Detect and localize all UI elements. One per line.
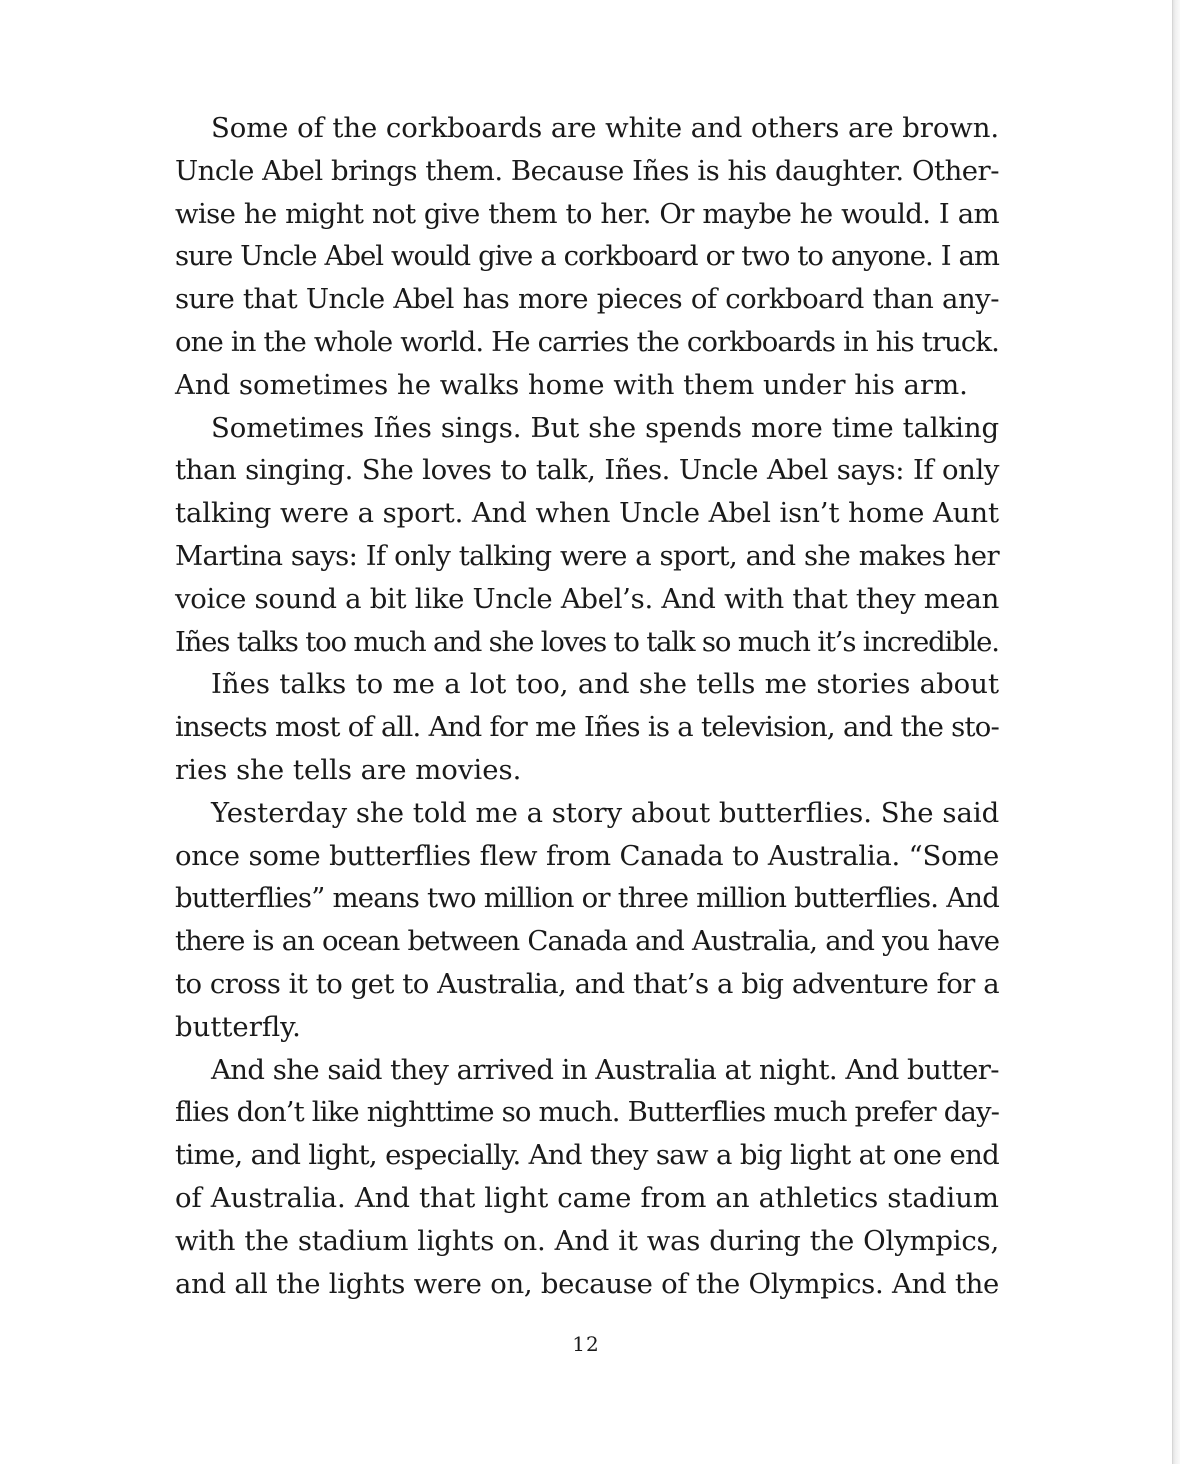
text-line: insects most of all. And for me Iñes is a television, and the sto- (175, 711, 999, 744)
text-line: And sometimes he walks home with them under his arm. (175, 368, 968, 401)
text-line: once some butterflies flew from Canada to Australia. “Some (175, 839, 999, 872)
text-line: one in the whole world. He carries the corkboards in his truck. (175, 325, 999, 358)
text-line: of Australia. And that light came from an athletics stadium (175, 1181, 999, 1214)
page-number: 12 (572, 1332, 600, 1356)
text-line: talking were a sport. And when Uncle Abel isn’t home Aunt (175, 497, 999, 530)
body-text (175, 107, 999, 1305)
text-line: than singing. She loves to talk, Iñes. Uncle Abel says: If only (175, 454, 999, 487)
text-line: Iñes talks to me a lot too, and she tells me stories about (211, 668, 999, 701)
text-line: Martina says: If only talking were a sport, and she makes her (175, 539, 999, 572)
page-edge-divider (1172, 0, 1180, 1464)
text-line: voice sound a bit like Uncle Abel’s. And with that they mean (175, 582, 999, 615)
text-line: with the stadium lights on. And it was during the Olympics, (175, 1224, 999, 1257)
text-line: butterfly. (175, 1010, 301, 1043)
text-line: to cross it to get to Australia, and that’s a big adventure for a (175, 967, 999, 1000)
text-line: sure that Uncle Abel has more pieces of corkboard than any- (175, 283, 999, 316)
text-line: there is an ocean between Canada and Australia, and you have (175, 925, 999, 958)
text-line: flies don’t like nighttime so much. Butterflies much prefer day- (175, 1096, 999, 1129)
text-line: and all the lights were on, because of the Olympics. And the (175, 1267, 999, 1300)
text-line: ries she tells are movies. (175, 753, 522, 786)
text-line: time, and light, especially. And they saw a big light at one end (175, 1139, 999, 1172)
text-line: Yesterday she told me a story about butterflies. She said (211, 796, 1000, 829)
text-line: Iñes talks too much and she loves to talk so much it’s incredible. (175, 625, 999, 658)
text-line: And she said they arrived in Australia at night. And butter- (211, 1053, 999, 1086)
text-line: Sometimes Iñes sings. But she spends more time talking (211, 411, 999, 444)
text-line: wise he might not give them to her. Or maybe he would. I am (175, 197, 999, 230)
text-line: Some of the corkboards are white and others are brown. (211, 112, 999, 144)
text-line: butterflies” means two million or three million butterflies. And (175, 882, 999, 915)
text-line: sure Uncle Abel would give a corkboard or two to anyone. I am (175, 240, 999, 273)
text-line: Uncle Abel brings them. Because Iñes is his daughter. Other- (175, 154, 999, 187)
